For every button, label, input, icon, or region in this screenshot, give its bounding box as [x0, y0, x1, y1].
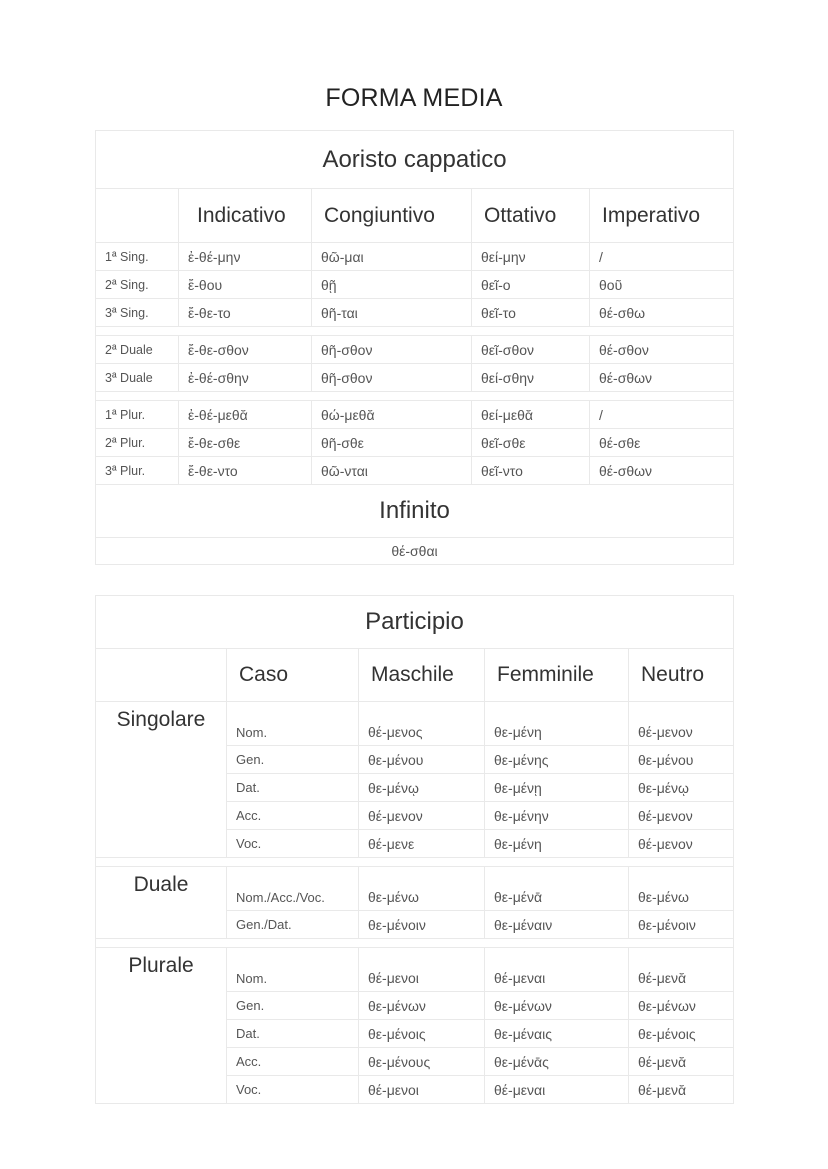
- header-indicativo: Indicativo: [179, 189, 312, 243]
- masculine-form: θέ-μενος: [359, 702, 485, 746]
- group-spacer: [96, 858, 734, 867]
- feminine-form: θε-μέναιν: [485, 911, 629, 939]
- person-label: 2ª Duale: [96, 336, 179, 364]
- congiuntivo-form: θῆ-σθον: [312, 336, 472, 364]
- indicativo-form: ἔ-θε-το: [179, 299, 312, 327]
- header-imperativo: Imperativo: [590, 189, 734, 243]
- case-label: Voc.: [227, 830, 359, 858]
- header-neutro: Neutro: [629, 649, 734, 702]
- table-row: [96, 401, 734, 429]
- congiuntivo-form: θῆ-σθε: [312, 429, 472, 457]
- indicativo-form: ἔ-θε-σθε: [179, 429, 312, 457]
- case-label: Gen.: [227, 992, 359, 1020]
- imperativo-form: /: [590, 243, 734, 271]
- ottativo-form: θεί-μεθᾰ: [472, 401, 590, 429]
- group-spacer: [96, 392, 734, 401]
- ottativo-form: θεί-σθην: [472, 364, 590, 392]
- imperativo-form: θέ-σθον: [590, 336, 734, 364]
- feminine-form: θε-μένη: [485, 702, 629, 746]
- person-label: 3ª Duale: [96, 364, 179, 392]
- feminine-form: θε-μέναις: [485, 1020, 629, 1048]
- spacer-cell: [96, 392, 734, 401]
- indicativo-form: ἐ-θέ-μην: [179, 243, 312, 271]
- masculine-form: θε-μένου: [359, 746, 485, 774]
- case-label: Voc.: [227, 1076, 359, 1104]
- participle-table: [95, 595, 734, 1104]
- table-row: [96, 243, 734, 271]
- person-label: 2ª Plur.: [96, 429, 179, 457]
- table-row: [96, 867, 734, 911]
- congiuntivo-form: θῆ-ται: [312, 299, 472, 327]
- congiuntivo-form: θῆ-σθον: [312, 364, 472, 392]
- table-row: [96, 702, 734, 746]
- indicativo-form: ἔ-θου: [179, 271, 312, 299]
- spacer-cell: [96, 939, 734, 948]
- imperativo-form: θέ-σθω: [590, 299, 734, 327]
- infinitive-value: θέ-σθαι: [96, 538, 734, 565]
- empty-header-cell: [96, 189, 179, 243]
- imperativo-form: θέ-σθων: [590, 364, 734, 392]
- header-caso: Caso: [227, 649, 359, 702]
- indicativo-form: ἔ-θε-ντο: [179, 457, 312, 485]
- infinitive-label: Infinito: [96, 485, 734, 538]
- masculine-form: θε-μένων: [359, 992, 485, 1020]
- page-title: FORMA MEDIA: [325, 84, 503, 112]
- masculine-form: θε-μένω: [359, 867, 485, 911]
- feminine-form: θε-μένων: [485, 992, 629, 1020]
- masculine-form: θέ-μενοι: [359, 1076, 485, 1104]
- ottativo-form: θεῖ-ντο: [472, 457, 590, 485]
- case-label: Nom.: [227, 948, 359, 992]
- ottativo-form: θεί-μην: [472, 243, 590, 271]
- table-row: [96, 429, 734, 457]
- masculine-form: θέ-μενον: [359, 802, 485, 830]
- person-label: 3ª Sing.: [96, 299, 179, 327]
- neuter-form: θε-μένω: [629, 867, 734, 911]
- feminine-form: θε-μένᾱς: [485, 1048, 629, 1076]
- neuter-form: θέ-μενᾰ: [629, 948, 734, 992]
- masculine-form: θε-μένους: [359, 1048, 485, 1076]
- neuter-form: θε-μένοιν: [629, 911, 734, 939]
- number-label: Singolare: [96, 702, 227, 858]
- header-femminile: Femminile: [485, 649, 629, 702]
- imperativo-form: θέ-σθων: [590, 457, 734, 485]
- header-maschile: Maschile: [359, 649, 485, 702]
- case-label: Nom.: [227, 702, 359, 746]
- number-label: Duale: [96, 867, 227, 939]
- aorist-caption: Aoristo cappatico: [96, 131, 734, 189]
- masculine-form: θε-μένοιν: [359, 911, 485, 939]
- table-row: [96, 457, 734, 485]
- neuter-form: θε-μένων: [629, 992, 734, 1020]
- neuter-form: θέ-μενᾰ: [629, 1076, 734, 1104]
- imperativo-form: /: [590, 401, 734, 429]
- feminine-form: θε-μένη: [485, 830, 629, 858]
- spacer-cell: [96, 327, 734, 336]
- case-label: Acc.: [227, 1048, 359, 1076]
- header-ottativo: Ottativo: [472, 189, 590, 243]
- masculine-form: θέ-μενε: [359, 830, 485, 858]
- table-row: [96, 364, 734, 392]
- masculine-form: θέ-μενοι: [359, 948, 485, 992]
- table-row: [96, 271, 734, 299]
- case-label: Acc.: [227, 802, 359, 830]
- ottativo-form: θεῖ-σθε: [472, 429, 590, 457]
- indicativo-form: ἐ-θέ-μεθᾰ: [179, 401, 312, 429]
- case-label: Dat.: [227, 1020, 359, 1048]
- case-label: Gen.: [227, 746, 359, 774]
- neuter-form: θε-μένοις: [629, 1020, 734, 1048]
- table-row: [96, 299, 734, 327]
- group-spacer: [96, 939, 734, 948]
- participle-caption: Participio: [96, 596, 734, 649]
- person-label: 3ª Plur.: [96, 457, 179, 485]
- neuter-form: θέ-μενον: [629, 802, 734, 830]
- neuter-form: θέ-μενον: [629, 702, 734, 746]
- feminine-form: θε-μένην: [485, 802, 629, 830]
- neuter-form: θε-μένῳ: [629, 774, 734, 802]
- table-row: [96, 336, 734, 364]
- neuter-form: θέ-μενον: [629, 830, 734, 858]
- masculine-form: θε-μένῳ: [359, 774, 485, 802]
- indicativo-form: ἐ-θέ-σθην: [179, 364, 312, 392]
- feminine-form: θε-μένᾱ: [485, 867, 629, 911]
- congiuntivo-form: θώ-μεθᾰ: [312, 401, 472, 429]
- table-row: [96, 948, 734, 992]
- ottativo-form: θεῖ-το: [472, 299, 590, 327]
- infinitive-label-row: [96, 485, 734, 538]
- infinitive-value-row: [96, 538, 734, 565]
- feminine-form: θε-μένης: [485, 746, 629, 774]
- imperativo-form: θοῦ: [590, 271, 734, 299]
- aorist-table: [95, 130, 734, 565]
- person-label: 1ª Sing.: [96, 243, 179, 271]
- imperativo-form: θέ-σθε: [590, 429, 734, 457]
- person-label: 2ª Sing.: [96, 271, 179, 299]
- feminine-form: θέ-μεναι: [485, 1076, 629, 1104]
- congiuntivo-form: θῇ: [312, 271, 472, 299]
- neuter-form: θέ-μενᾰ: [629, 1048, 734, 1076]
- group-spacer: [96, 327, 734, 336]
- feminine-form: θε-μένῃ: [485, 774, 629, 802]
- indicativo-form: ἔ-θε-σθον: [179, 336, 312, 364]
- ottativo-form: θεῖ-ο: [472, 271, 590, 299]
- feminine-form: θέ-μεναι: [485, 948, 629, 992]
- empty-header-cell: [96, 649, 227, 702]
- person-label: 1ª Plur.: [96, 401, 179, 429]
- case-label: Gen./Dat.: [227, 911, 359, 939]
- case-label: Dat.: [227, 774, 359, 802]
- neuter-form: θε-μένου: [629, 746, 734, 774]
- masculine-form: θε-μένοις: [359, 1020, 485, 1048]
- spacer-cell: [96, 858, 734, 867]
- number-label: Plurale: [96, 948, 227, 1104]
- case-label: Nom./Acc./Voc.: [227, 867, 359, 911]
- header-congiuntivo: Congiuntivo: [312, 189, 472, 243]
- congiuntivo-form: θῶ-νται: [312, 457, 472, 485]
- congiuntivo-form: θῶ-μαι: [312, 243, 472, 271]
- ottativo-form: θεῖ-σθον: [472, 336, 590, 364]
